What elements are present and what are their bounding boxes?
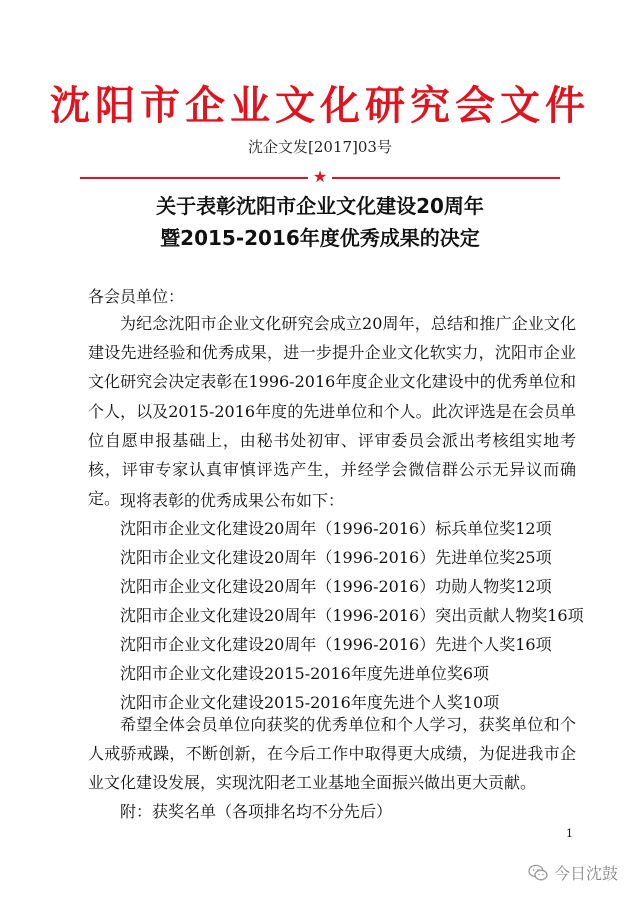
- body-paragraph-2: 希望全体会员单位向获奖的优秀单位和个人学习，获奖单位和个人戒骄戒躁，不断创新，在今后工作中取得更大成绩，为促进我市企业文化建设发展，实现沈阳老工业基地全面振兴做出更大贡献。: [88, 715, 576, 793]
- document-title-line-1: 关于表彰沈阳市企业文化建设20周年: [156, 194, 484, 218]
- divider-line-left: [80, 177, 308, 179]
- award-item: 沈阳市企业文化建设20周年（1996-2016）突出贡献人物奖16项: [120, 606, 584, 625]
- watermark-text: 今日沈鼓: [554, 864, 619, 883]
- attachment-note: 附：获奖名单（各项排名均不分先后）: [120, 802, 393, 821]
- award-item: 沈阳市企业文化建设2015-2016年度先进个人奖10项: [120, 693, 500, 712]
- red-divider: [80, 167, 560, 186]
- divider-line-right: [332, 177, 560, 179]
- org-red-header: 沈阳市企业文化研究会文件: [50, 82, 590, 129]
- award-item: 沈阳市企业文化建设2015-2016年度先进单位奖6项: [120, 664, 490, 683]
- intro-line: 现将表彰的优秀成果公布如下：: [120, 491, 345, 510]
- watermark: [528, 861, 618, 884]
- document-title-line-2: 暨2015-2016年度优秀成果的决定: [160, 226, 480, 250]
- award-item: 沈阳市企业文化建设20周年（1996-2016）标兵单位奖12项: [120, 519, 552, 538]
- star-icon: ★: [312, 167, 328, 186]
- page-number: 1: [566, 827, 573, 840]
- award-item: 沈阳市企业文化建设20周年（1996-2016）先进单位奖25项: [120, 548, 552, 567]
- body-paragraph-1: 为纪念沈阳市企业文化研究会成立20周年，总结和推广企业文化建设先进经验和优秀成果，进一步提升企业文化软实力，沈阳市企业文化研究会决定表彰在1996-2016年度企业文化建设中的优秀单位和个人，以及2015-2016年度的先进单位和个人。此次评选是在会员单位自愿申报基础上，由秘书处初审、评审委员会派出考核组实地考核，评审专家认真审慎评选产生，并经学会微信群公示无异议而确定。: [88, 314, 576, 509]
- award-item: 沈阳市企业文化建设20周年（1996-2016）先进个人奖16项: [120, 635, 552, 654]
- document-number: 沈企文发[2017]03号: [248, 138, 392, 156]
- award-item: 沈阳市企业文化建设20周年（1996-2016）功勋人物奖12项: [120, 577, 552, 596]
- salutation: 各会员单位：: [88, 287, 185, 306]
- wechat-icon: [528, 864, 548, 882]
